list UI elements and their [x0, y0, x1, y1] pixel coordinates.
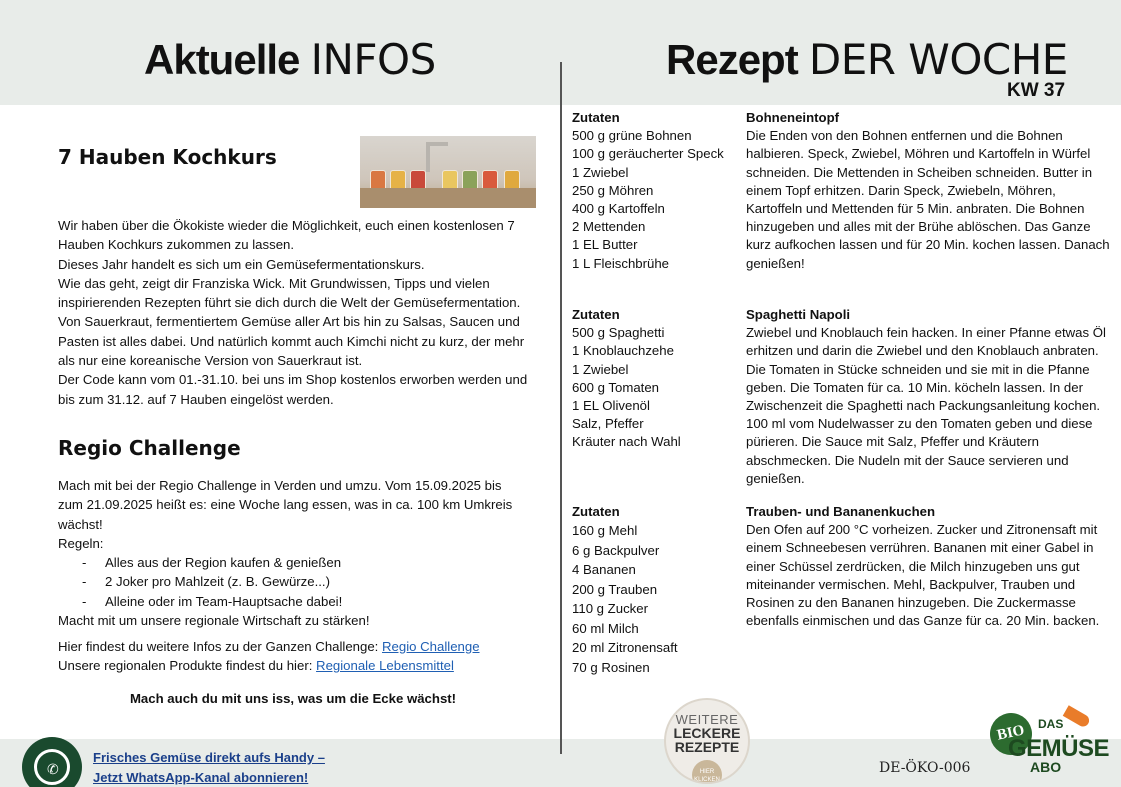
closing-slogan: Mach auch du mit uns iss, was um die Ecke wächst! [129, 691, 457, 706]
ingredient-item: 110 g Zucker [572, 601, 648, 617]
regio-products-line [58, 656, 528, 675]
regio-info-line [58, 637, 528, 656]
ingredient-item: 1 EL Butter [572, 237, 638, 253]
news-header-title [144, 36, 436, 84]
whatsapp-ring-shape [34, 749, 70, 785]
ingredient-item: 400 g Kartoffeln [572, 201, 665, 217]
kochkurs-heading: 7 Hauben Kochkurs [58, 145, 277, 169]
regio-rules-list [82, 553, 528, 611]
recipe-title: Trauben- und Bananenkuchen [746, 504, 936, 519]
recipe-description [746, 109, 1112, 273]
badge-line: REZEPTE [674, 739, 740, 755]
fermentation-jars-photo [360, 136, 536, 208]
whatsapp-channel-link[interactable] [93, 748, 325, 787]
ingredient-item: 1 Zwiebel [572, 164, 629, 180]
whatsapp-line: Jetzt WhatsApp-Kanal abonnieren! [93, 770, 309, 785]
ingredients-label: Zutaten [572, 110, 620, 125]
recipe-title: Spaghetti Napoli [746, 307, 851, 322]
logo-das: DAS [1038, 717, 1064, 731]
column-divider [560, 62, 562, 754]
recipe-instructions: Zwiebel und Knoblauch fein hacken. In einer Pfanne etwas Öl erhitzen und darin die Zwiebel und den Knoblauch anbraten. Die Tomaten in Stücke schneiden und sie mit in die Pfanne geben. Die Tomaten für ca. 10 Min. köcheln lassen. In der Zwischenzeit die Spaghetti nach Packungsanleitung kochen. 100 ml vom Nudelwasser zu den Tomaten geben und diese pürieren. Die Sauce mit Salz, Pfeffer und Kräutern abschmecken. Die Nudeln mit der Sauce servieren und genießen. [746, 325, 1106, 486]
ingredient-item: 6 g Backpulver [572, 542, 660, 558]
recipe-header-light: DER WOCHE [808, 35, 1068, 84]
recipe-description [746, 306, 1112, 488]
kochkurs-paragraph: Wie das geht, zeigt dir Franziska Wick. Mit Grundwissen, Tipps und vielen inspirierenden Rezepten führt sie dich durch die Welt der Gemüsefermentation. Von Sauerkraut, fermentiertem Gemüse aller Art bis hin zu Salsas, Saucen und Pasten ist alles dabei. Und natürlich kommt auch Kimchi nicht zu kurz, der mehr als nur eine koreanische Version von Sauerkraut ist. [58, 275, 525, 369]
calendar-week-label: KW 37 [1007, 80, 1066, 101]
ingredient-item: 600 g Tomaten [572, 379, 660, 395]
faucet-shape [426, 142, 430, 172]
ingredient-item: 500 g grüne Bohnen [572, 128, 692, 144]
recipe-header-bold: Rezept [666, 36, 798, 83]
badge-click-circle: HIER KLICKEN [692, 760, 722, 784]
ingredients-label: Zutaten [572, 307, 620, 322]
ingredient-item: 1 EL Olivenöl [572, 398, 650, 414]
ingredient-item: 160 g Mehl [572, 523, 638, 539]
regio-challenge-link[interactable]: Regio Challenge [382, 639, 480, 654]
ingredient-item: 70 g Rosinen [572, 659, 650, 675]
kochkurs-paragraph: Wir haben über die Ökokiste wieder die Möglichkeit, euch einen kostenlosen 7 Hauben Kochkurs zukommen zu lassen. [58, 218, 515, 253]
regio-heading: Regio Challenge [58, 436, 241, 460]
logo-abo: ABO [1030, 759, 1062, 775]
regio-rule-item: - 2 Joker pro Mahlzeit (z. B. Gewürze...) [82, 572, 528, 591]
regio-body [58, 476, 528, 630]
ingredient-item: 100 g geräucherter Speck [572, 146, 724, 162]
recipe-instructions: Die Enden von den Bohnen entfernen und die Bohnen halbieren. Speck, Zwiebel, Möhren und Kartoffeln in Würfel schneiden. Die Mettenden in Scheiben schneiden. Butter in einem Topf erhitzen. Darin Speck, Zwiebeln, Möhren, Kartoffeln und Mettenden für 5 Min. anbraten. Die Bohnen hinzugeben und alles mit der Brühe ablöschen. Das Ganze kurz aufkochen lassen und für 20 Min. kochen lassen. Danach genießen! [746, 128, 1110, 271]
regio-rules-label: Regeln: [58, 535, 104, 551]
ingredients-label: Zutaten [572, 504, 620, 519]
ingredient-item: 1 Zwiebel [572, 361, 629, 377]
ingredient-item: 1 Knoblauchzehe [572, 343, 674, 359]
regio-links [58, 637, 528, 676]
ingredient-item: 4 Bananen [572, 562, 636, 578]
regio-rule-item: - Alles aus der Region kaufen & genießen [82, 553, 528, 572]
news-header-light: INFOS [310, 35, 436, 84]
ingredient-item: Salz, Pfeffer [572, 416, 644, 432]
regio-outro: Macht mit um unsere regionale Wirtschaft zu stärken! [58, 613, 370, 629]
ingredient-item: 1 L Fleischbrühe [572, 255, 670, 271]
regio-info-text: Hier findest du weitere Infos zu der Ganzen Challenge: [58, 639, 383, 654]
logo-gemuese: GEMÜSE [1008, 735, 1110, 762]
ingredient-item: 20 ml Zitronensaft [572, 640, 678, 656]
regio-products-text: Unsere regionalen Produkte findest du hier: [58, 658, 317, 674]
kochkurs-body [58, 216, 528, 409]
bio-seal: BIO [986, 709, 1036, 759]
whatsapp-line: Frisches Gemüse direkt aufs Handy – [93, 750, 325, 765]
gemuese-abo-logo [988, 711, 1110, 781]
ingredient-item: Kräuter nach Wahl [572, 434, 681, 450]
regio-rule-item: - Alleine oder im Team-Hauptsache dabei! [82, 592, 528, 611]
ingredient-item: 250 g Möhren [572, 182, 654, 198]
ingredient-item: 500 g Spaghetti [572, 325, 665, 341]
badge-bold-lines [666, 726, 748, 754]
recipe-ingredients [572, 503, 742, 677]
kochkurs-paragraph: Dieses Jahr handelt es sich um ein Gemüsefermentationskurs. [58, 256, 425, 272]
recipe-ingredients [572, 306, 742, 452]
badge-line: WEITERE [675, 712, 739, 727]
kochkurs-paragraph: Der Code kann vom 01.-31.10. bei uns im Shop kostenlos erworben werden und bis zum 31.12. auf 7 Hauben eingelöst werden. [58, 372, 528, 407]
recipe-description [746, 503, 1112, 630]
organic-certification-code: DE-ÖKO-006 [879, 760, 971, 776]
carrot-icon [1063, 705, 1092, 728]
ingredient-item: 60 ml Milch [572, 620, 639, 636]
regio-intro: Mach mit bei der Regio Challenge in Verden und umzu. Vom 15.09.2025 bis zum 21.09.2025 heißt es: eine Woche lang essen, was in ca. 100 km Umkreis wächst! [58, 478, 513, 532]
more-recipes-badge[interactable] [664, 698, 750, 784]
ingredient-item: 200 g Trauben [572, 581, 658, 597]
recipe-ingredients [572, 109, 742, 273]
badge-line: LECKERE [673, 725, 741, 741]
faucet-spout-shape [426, 142, 448, 146]
counter-shape [360, 188, 536, 208]
recipe-instructions: Den Ofen auf 200 °C vorheizen. Zucker und Zitronensaft mit einem Schneebesen verrühren. Bananen mit einer Gabel in einer Schüssel zerdrücken, die Milch hinzugeben uns gut miteinander vermischen. Mehl, Backpulver, Trauben und Rosinen zu den Bananen hinzugeben. Die Zuckermasse ebenfalls einmischen und das Ganze für ca. 20 Min. backen. [746, 522, 1100, 629]
regional-products-link[interactable]: Regionale Lebensmittel [316, 658, 454, 674]
phone-glyph-icon: ✆ [47, 761, 59, 777]
news-header-bold: Aktuelle [144, 36, 300, 83]
ingredient-item: 2 Mettenden [572, 219, 646, 235]
recipe-title: Bohneneintopf [746, 110, 840, 125]
recipe-header-title [666, 36, 1068, 84]
